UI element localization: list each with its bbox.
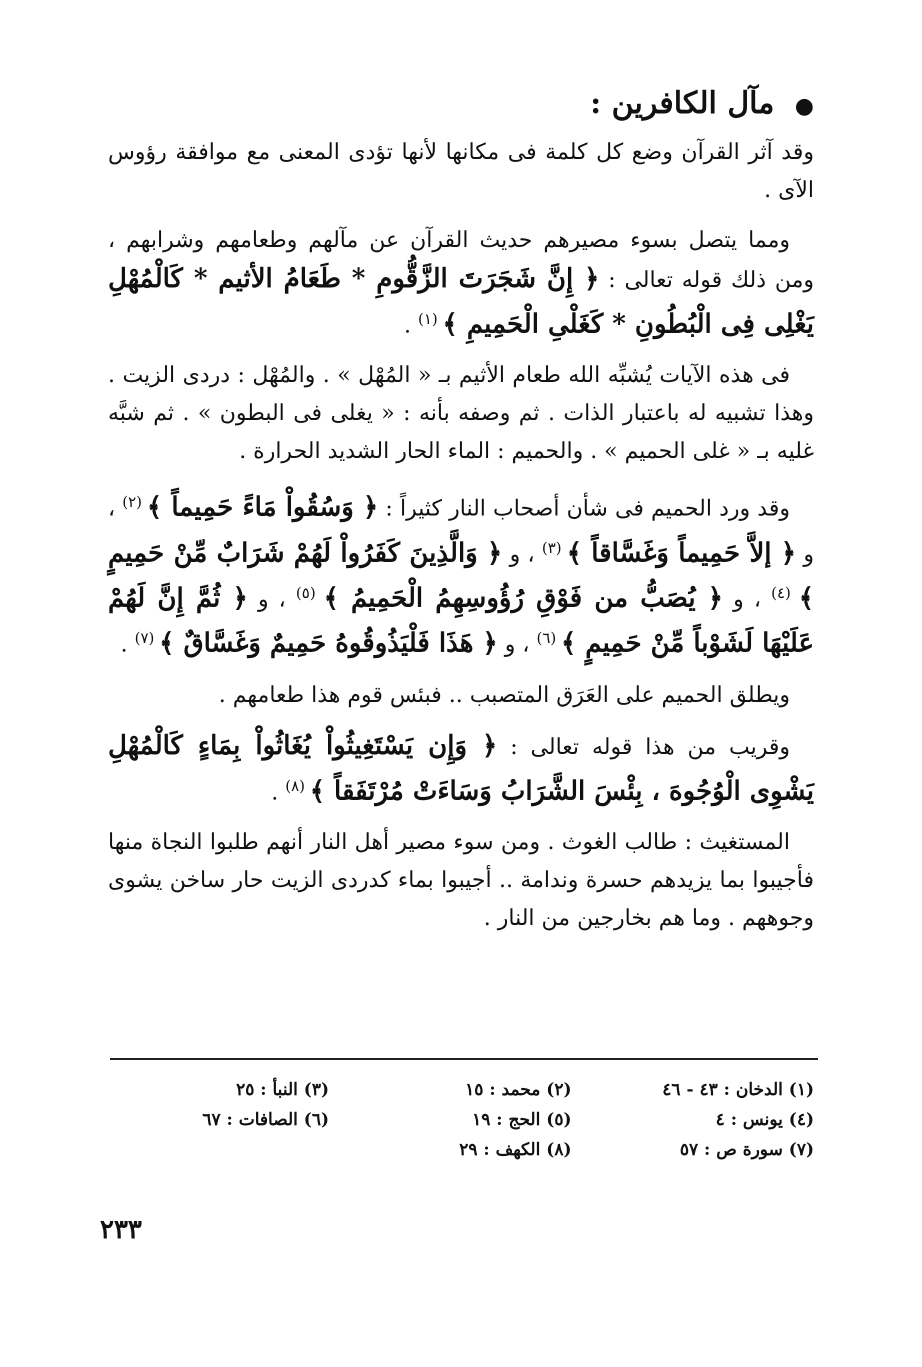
footnote-ref: (٦) (536, 629, 561, 648)
text-run: المستغيث : طالب الغوث . ومن سوء مصير أهل النار أنهم طلبوا النجاة منها فأجيبوا بما يزيدهم حسرة وندامة .. أجيبوا بماء كدردى الزيت حار ساخن يشوى وجوههم . وما هم بخارجين من النار . (108, 829, 814, 931)
footnote-ref: (٥) (295, 583, 324, 602)
footnote-item: (٦) الصافات : ٦٧ (202, 1110, 329, 1130)
text-run: ، و (497, 632, 537, 658)
text-run: وقريب من هذا قوله تعالى : (497, 734, 791, 760)
text-run: فى هذه الآيات يُشبِّه الله طعام الأثيم بـ « المُهْل » . والمُهْل : دردى الزيت . وهذا تشبيه له باعتبار الذات . ثم وصفه بأنه : « يغلى فى البطون » . ثم شبَّه غليه بـ « غلى الحميم » . والحميم : الماء الحار الشديد الحرارة . (108, 363, 814, 465)
body-text (108, 134, 814, 950)
text-run: . (404, 313, 418, 339)
quran-verse: ﴿ إلاَّ حَمِيماً وَغَسَّاقاً ﴾ (566, 537, 797, 568)
quran-verse: ﴿ إِنَّ شَجَرَتَ الزَّقُّومِ * طَعَامُ الأثيم * كَالْمُهْلِ يَغْلِى فِى الْبُطُونِ * كَغَلْىِ الْحَمِيمِ ﴾ (108, 264, 814, 340)
text-run: ، و (108, 496, 814, 567)
text-run: وقد آثر القرآن وضع كل كلمة فى مكانها لأنها تؤدى المعنى مع موافقة رؤوس الآى . (108, 140, 815, 203)
paragraph (108, 483, 814, 664)
section-title: مآل الكافرين : (590, 86, 775, 121)
footnote-item: (٨) الكهف : ٢٩ (459, 1140, 572, 1160)
text-run: ، و (247, 587, 296, 613)
text-run: ، و (723, 587, 772, 613)
footnote-item: (١) الدخان : ٤٣ - ٤٦ (662, 1080, 814, 1100)
footnote-ref: (٣) (541, 538, 567, 557)
footnote-column (104, 1075, 329, 1165)
footnote-ref: (٧) (134, 629, 160, 648)
quran-verse: ﴿ وَالَّذِينَ كَفَرُواْ لَهُمْ شَرَابٌ مِّنْ حَمِيمٍ ﴾ (108, 537, 814, 614)
footnote-item: (٧) سورة ص : ٥٧ (679, 1140, 814, 1160)
paragraph (108, 677, 814, 715)
quran-verse: ﴿ وَسُقُواْ مَاءً حَمِيماً ﴾ (146, 492, 379, 523)
paragraph (108, 727, 814, 812)
bullet-icon: ● (794, 93, 814, 119)
quran-verse: ﴿ هَذَا فَلْيَذُوقُوهُ حَمِيمٌ وَغَسَّاقٌ ﴾ (159, 628, 498, 659)
footnote-ref: (٤) (771, 583, 799, 602)
text-run: ويطلق الحميم على العَرَق المتصبب .. فبئس قوم هذا طعامهم . (218, 682, 790, 708)
footnote-ref: (١) (418, 310, 443, 328)
footnote-item: (٢) محمد : ١٥ (465, 1080, 572, 1100)
footnote-item: (٤) يونس : ٤ (715, 1110, 814, 1130)
section-heading (114, 82, 814, 128)
text-run: ، و (502, 541, 542, 567)
paragraph (108, 824, 814, 938)
footnote-divider (110, 1058, 818, 1060)
footnote-item: (٥) الحج : ١٩ (472, 1110, 572, 1130)
paragraph (108, 134, 814, 210)
footnote-column (589, 1075, 814, 1165)
text-run: ومما يتصل بسوء مصيرهم حديث القرآن عن مآلهم وطعامهم وشرابهم ، ومن ذلك قوله تعالى : (108, 228, 814, 293)
footnote-column (347, 1075, 572, 1165)
paragraph (108, 357, 814, 471)
footnotes (104, 1075, 814, 1165)
quran-verse: ﴿ ثُمَّ إِنَّ لَهُمْ عَلَيْهَا لَشَوْباً مِّنْ حَمِيمٍ ﴾ (108, 583, 814, 659)
text-run: . (120, 632, 135, 658)
quran-verse: ﴿ وَإِن يَسْتَغِيثُواْ يُغَاثُواْ بِمَاءٍ كَالْمُهْلِ يَشْوِى الْوُجُوهَ ، بِئْسَ الشَّرَابُ وَسَاءَتْ مُرْتَفَقاً ﴾ (108, 730, 814, 806)
footnote-item: (٣) النبأ : ٢٥ (236, 1080, 329, 1100)
paragraph (108, 222, 814, 345)
page-number: ٢٣٣ (100, 1215, 142, 1245)
footnote-ref: (٨) (285, 776, 310, 795)
quran-verse: ﴿ يُصَبُّ من فَوْقِ رُؤُوسِهِمُ الْحَمِيمُ ﴾ (323, 583, 724, 614)
footnote-ref: (٢) (122, 493, 147, 512)
text-run: . (271, 779, 286, 805)
text-run: وقد ورد الحميم فى شأن أصحاب النار كثيراً : (378, 496, 790, 522)
